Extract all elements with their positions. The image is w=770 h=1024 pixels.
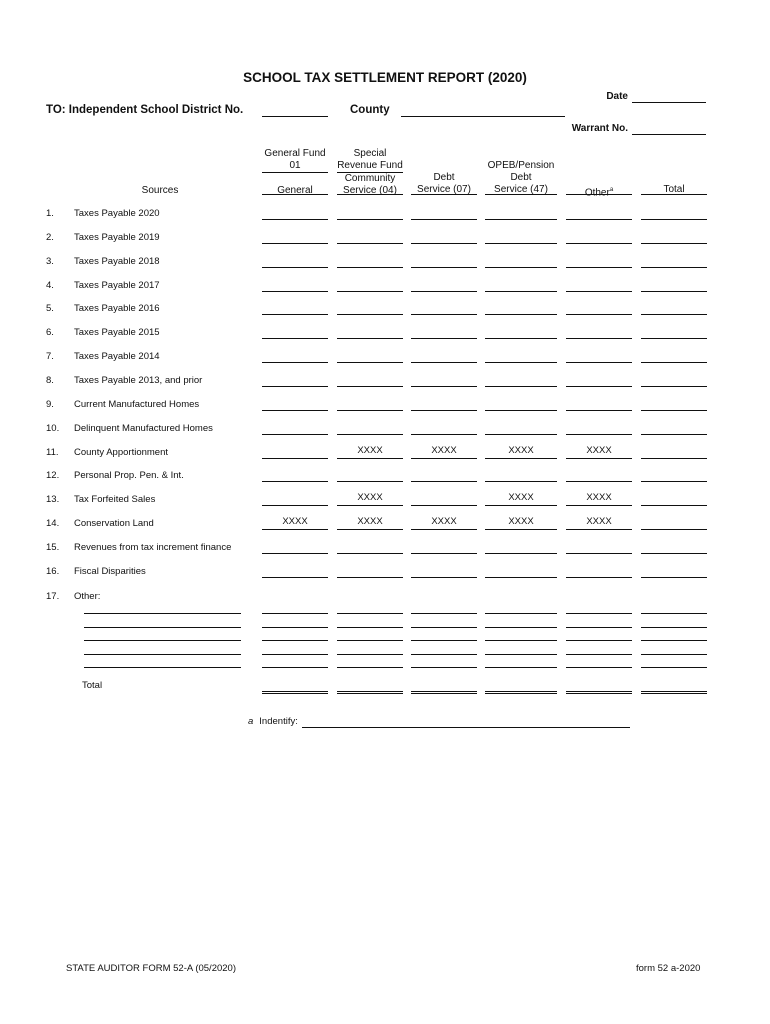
footnote-text: Indentify:	[259, 716, 298, 727]
amount-field[interactable]	[262, 253, 328, 268]
amount-field[interactable]	[566, 654, 632, 655]
blocked-cell: XXXX	[337, 491, 403, 506]
amount-field[interactable]	[485, 348, 557, 363]
amount-field[interactable]	[337, 613, 403, 614]
amount-field[interactable]	[262, 348, 328, 363]
amount-field[interactable]	[262, 563, 328, 578]
amount-field[interactable]	[337, 205, 403, 220]
amount-field[interactable]	[262, 229, 328, 244]
amount-field[interactable]	[411, 640, 477, 641]
amount-field[interactable]	[641, 491, 707, 506]
row-label: Personal Prop. Pen. & Int.	[74, 470, 184, 482]
amount-field[interactable]	[566, 420, 632, 435]
amount-field[interactable]	[262, 467, 328, 482]
row-number: 2.	[46, 231, 54, 243]
amount-field[interactable]	[641, 667, 707, 668]
amount-field[interactable]	[566, 348, 632, 363]
header-line: General Fund	[264, 148, 326, 159]
amount-field[interactable]	[411, 396, 477, 411]
amount-field[interactable]	[337, 563, 403, 578]
warrant-label: Warrant No.	[571, 123, 628, 134]
amount-field[interactable]	[337, 667, 403, 668]
district-number-field[interactable]	[262, 116, 328, 117]
blocked-cell: XXXX	[411, 444, 477, 459]
amount-field[interactable]	[485, 667, 557, 668]
amount-field[interactable]	[485, 324, 557, 339]
blocked-cell: XXXX	[485, 515, 557, 530]
amount-field[interactable]	[641, 613, 707, 614]
amount-field[interactable]	[485, 300, 557, 315]
header-underline	[485, 194, 557, 195]
amount-field[interactable]	[485, 563, 557, 578]
row-label: Taxes Payable 2017	[74, 279, 160, 291]
amount-field[interactable]	[566, 613, 632, 614]
amount-field[interactable]	[262, 205, 328, 220]
amount-field[interactable]	[337, 640, 403, 641]
total-label: Total	[82, 680, 103, 691]
amount-field[interactable]	[337, 396, 403, 411]
form-code: form 52 a-2020	[636, 963, 701, 974]
amount-field[interactable]	[262, 444, 328, 459]
blocked-cell: XXXX	[337, 444, 403, 459]
amount-field[interactable]	[411, 654, 477, 655]
warrant-number-field[interactable]	[632, 134, 706, 135]
header-underline	[337, 194, 403, 195]
row-label: Conservation Land	[74, 518, 154, 530]
row-number: 13.	[46, 494, 60, 506]
amount-field[interactable]	[641, 396, 707, 411]
amount-field[interactable]	[566, 324, 632, 339]
header-line: Service (47)	[494, 184, 548, 195]
header-underline	[411, 194, 477, 195]
column-header-debt	[411, 172, 477, 196]
date-field[interactable]	[632, 102, 706, 103]
total-amount-field[interactable]	[337, 677, 403, 694]
amount-field[interactable]	[641, 348, 707, 363]
total-amount-field[interactable]	[566, 677, 632, 694]
amount-field[interactable]	[337, 372, 403, 387]
amount-field[interactable]	[411, 539, 477, 554]
header-underline	[641, 194, 707, 195]
amount-field[interactable]	[411, 467, 477, 482]
amount-field[interactable]	[641, 539, 707, 554]
header-line: Community	[344, 173, 396, 184]
row-number: 6.	[46, 327, 54, 339]
county-label: County	[350, 104, 390, 116]
amount-field[interactable]	[641, 654, 707, 655]
row-number: 12.	[46, 470, 60, 482]
amount-field[interactable]	[262, 654, 328, 655]
amount-field[interactable]	[411, 229, 477, 244]
amount-field[interactable]	[641, 515, 707, 530]
column-header-general	[262, 148, 328, 197]
amount-field[interactable]	[262, 491, 328, 506]
row-label: Taxes Payable 2018	[74, 255, 160, 267]
amount-field[interactable]	[337, 348, 403, 363]
row-label: Taxes Payable 2016	[74, 303, 160, 315]
header-line: Total	[663, 184, 685, 195]
amount-field[interactable]	[411, 563, 477, 578]
row-label: Taxes Payable 2013, and prior	[74, 374, 203, 386]
amount-field[interactable]	[641, 467, 707, 482]
amount-field[interactable]	[337, 324, 403, 339]
amount-field[interactable]	[641, 627, 707, 628]
row-label: Delinquent Manufactured Homes	[74, 422, 213, 434]
column-header-opeb	[485, 160, 557, 196]
amount-field[interactable]	[485, 654, 557, 655]
other-description-field[interactable]	[84, 627, 241, 628]
header-line: Service (04)	[343, 185, 397, 196]
amount-field[interactable]	[337, 420, 403, 435]
amount-field[interactable]	[641, 420, 707, 435]
amount-field[interactable]	[641, 640, 707, 641]
amount-field[interactable]	[641, 372, 707, 387]
other-description-field[interactable]	[84, 640, 241, 641]
blocked-cell: XXXX	[337, 515, 403, 530]
blocked-cell: XXXX	[262, 515, 328, 530]
header-line: Special	[353, 148, 387, 159]
row-number: 5.	[46, 303, 54, 315]
amount-field[interactable]	[262, 667, 328, 668]
blocked-cell: XXXX	[411, 515, 477, 530]
amount-field[interactable]	[641, 563, 707, 578]
amount-field[interactable]	[566, 667, 632, 668]
row-label: County Apportionment	[74, 446, 169, 458]
header-line: Debt	[510, 172, 532, 183]
form-id: STATE AUDITOR FORM 52-A (05/2020)	[66, 963, 236, 974]
amount-field[interactable]	[337, 627, 403, 628]
total-amount-field[interactable]	[411, 677, 477, 694]
amount-field[interactable]	[566, 396, 632, 411]
amount-field[interactable]	[262, 627, 328, 628]
amount-field[interactable]	[337, 300, 403, 315]
amount-field[interactable]	[485, 420, 557, 435]
amount-field[interactable]	[485, 467, 557, 482]
amount-field[interactable]	[485, 229, 557, 244]
amount-field[interactable]	[485, 613, 557, 614]
amount-field[interactable]	[566, 277, 632, 292]
row-number: 16.	[46, 565, 60, 577]
identify-field[interactable]	[302, 727, 630, 728]
amount-field[interactable]	[485, 205, 557, 220]
row-label: Other:	[74, 591, 101, 602]
amount-field[interactable]	[485, 253, 557, 268]
row-label: Taxes Payable 2019	[74, 231, 160, 243]
amount-field[interactable]	[411, 613, 477, 614]
amount-field[interactable]	[337, 539, 403, 554]
row-label: Taxes Payable 2020	[74, 208, 160, 219]
header-line: OPEB/Pension	[487, 160, 555, 171]
row-label: Fiscal Disparities	[74, 565, 146, 577]
row-number: 4.	[46, 279, 54, 291]
county-field[interactable]	[401, 116, 565, 117]
amount-field[interactable]	[641, 277, 707, 292]
header-line: General	[277, 185, 313, 196]
amount-field[interactable]	[641, 324, 707, 339]
amount-field[interactable]	[337, 253, 403, 268]
other-description-field[interactable]	[84, 654, 241, 655]
amount-field[interactable]	[262, 300, 328, 315]
amount-field[interactable]	[262, 396, 328, 411]
amount-field[interactable]	[485, 539, 557, 554]
amount-field[interactable]	[411, 348, 477, 363]
amount-field[interactable]	[485, 372, 557, 387]
amount-field[interactable]	[411, 253, 477, 268]
amount-field[interactable]	[411, 420, 477, 435]
blocked-cell: XXXX	[566, 515, 632, 530]
amount-field[interactable]	[566, 627, 632, 628]
row-number: 7.	[46, 351, 54, 363]
other-description-field[interactable]	[84, 667, 241, 668]
header-line: Service (07)	[417, 184, 471, 195]
other-description-field[interactable]	[84, 613, 241, 614]
footnote-marker: a	[248, 716, 254, 727]
amount-field[interactable]	[566, 563, 632, 578]
header-line: Other	[584, 187, 610, 199]
amount-field[interactable]	[485, 640, 557, 641]
amount-field[interactable]	[485, 396, 557, 411]
amount-field[interactable]	[337, 277, 403, 292]
total-amount-field[interactable]	[641, 677, 707, 694]
row-number: 10.	[46, 422, 60, 434]
amount-field[interactable]	[411, 372, 477, 387]
blocked-cell: XXXX	[566, 444, 632, 459]
footnote-marker: a	[609, 187, 614, 193]
amount-field[interactable]	[262, 613, 328, 614]
column-header-other	[566, 184, 632, 199]
row-number: 3.	[46, 255, 54, 267]
header-underline	[566, 194, 632, 195]
amount-field[interactable]	[262, 277, 328, 292]
amount-field[interactable]	[641, 300, 707, 315]
amount-field[interactable]	[337, 229, 403, 244]
row-number: 15.	[46, 541, 60, 553]
amount-field[interactable]	[641, 229, 707, 244]
row-label: Revenues from tax increment finance	[74, 541, 232, 553]
column-header-special-revenue	[337, 148, 403, 197]
amount-field[interactable]	[566, 229, 632, 244]
blocked-cell: XXXX	[485, 491, 557, 506]
amount-field[interactable]	[485, 277, 557, 292]
blocked-cell: XXXX	[566, 491, 632, 506]
header-line: Debt	[433, 172, 455, 183]
date-label: Date	[606, 91, 628, 102]
amount-field[interactable]	[411, 491, 477, 506]
header-line: Revenue Fund	[337, 160, 403, 171]
amount-field[interactable]	[566, 372, 632, 387]
amount-field[interactable]	[262, 420, 328, 435]
footnote	[248, 716, 298, 727]
amount-field[interactable]	[641, 253, 707, 268]
amount-field[interactable]	[411, 205, 477, 220]
row-number: 9.	[46, 398, 54, 410]
amount-field[interactable]	[337, 654, 403, 655]
row-label: Taxes Payable 2015	[74, 327, 160, 339]
row-number: 11.	[46, 446, 59, 458]
amount-field[interactable]	[411, 277, 477, 292]
amount-field[interactable]	[337, 467, 403, 482]
header-line: 01	[262, 160, 328, 173]
amount-field[interactable]	[641, 205, 707, 220]
sources-header: Sources	[141, 185, 179, 196]
blocked-cell: XXXX	[485, 444, 557, 459]
amount-field[interactable]	[566, 467, 632, 482]
total-amount-field[interactable]	[485, 677, 557, 694]
amount-field[interactable]	[641, 444, 707, 459]
amount-field[interactable]	[566, 300, 632, 315]
header-underline	[262, 194, 328, 195]
amount-field[interactable]	[566, 205, 632, 220]
amount-field[interactable]	[566, 640, 632, 641]
row-number: 8.	[46, 374, 54, 386]
amount-field[interactable]	[566, 253, 632, 268]
amount-field[interactable]	[411, 300, 477, 315]
row-number: 1.	[46, 208, 54, 219]
amount-field[interactable]	[262, 539, 328, 554]
row-label: Current Manufactured Homes	[74, 398, 200, 410]
amount-field[interactable]	[485, 627, 557, 628]
row-label: Taxes Payable 2014	[74, 351, 160, 363]
total-amount-field[interactable]	[262, 677, 328, 694]
row-number: 17.	[46, 591, 60, 602]
amount-field[interactable]	[262, 324, 328, 339]
amount-field[interactable]	[411, 627, 477, 628]
page-title: SCHOOL TAX SETTLEMENT REPORT (2020)	[243, 70, 527, 85]
amount-field[interactable]	[262, 640, 328, 641]
amount-field[interactable]	[566, 539, 632, 554]
row-label: Tax Forfeited Sales	[74, 494, 156, 506]
amount-field[interactable]	[262, 372, 328, 387]
amount-field[interactable]	[411, 667, 477, 668]
district-label: TO: Independent School District No.	[46, 104, 244, 116]
row-number: 14.	[46, 518, 60, 530]
amount-field[interactable]	[411, 324, 477, 339]
